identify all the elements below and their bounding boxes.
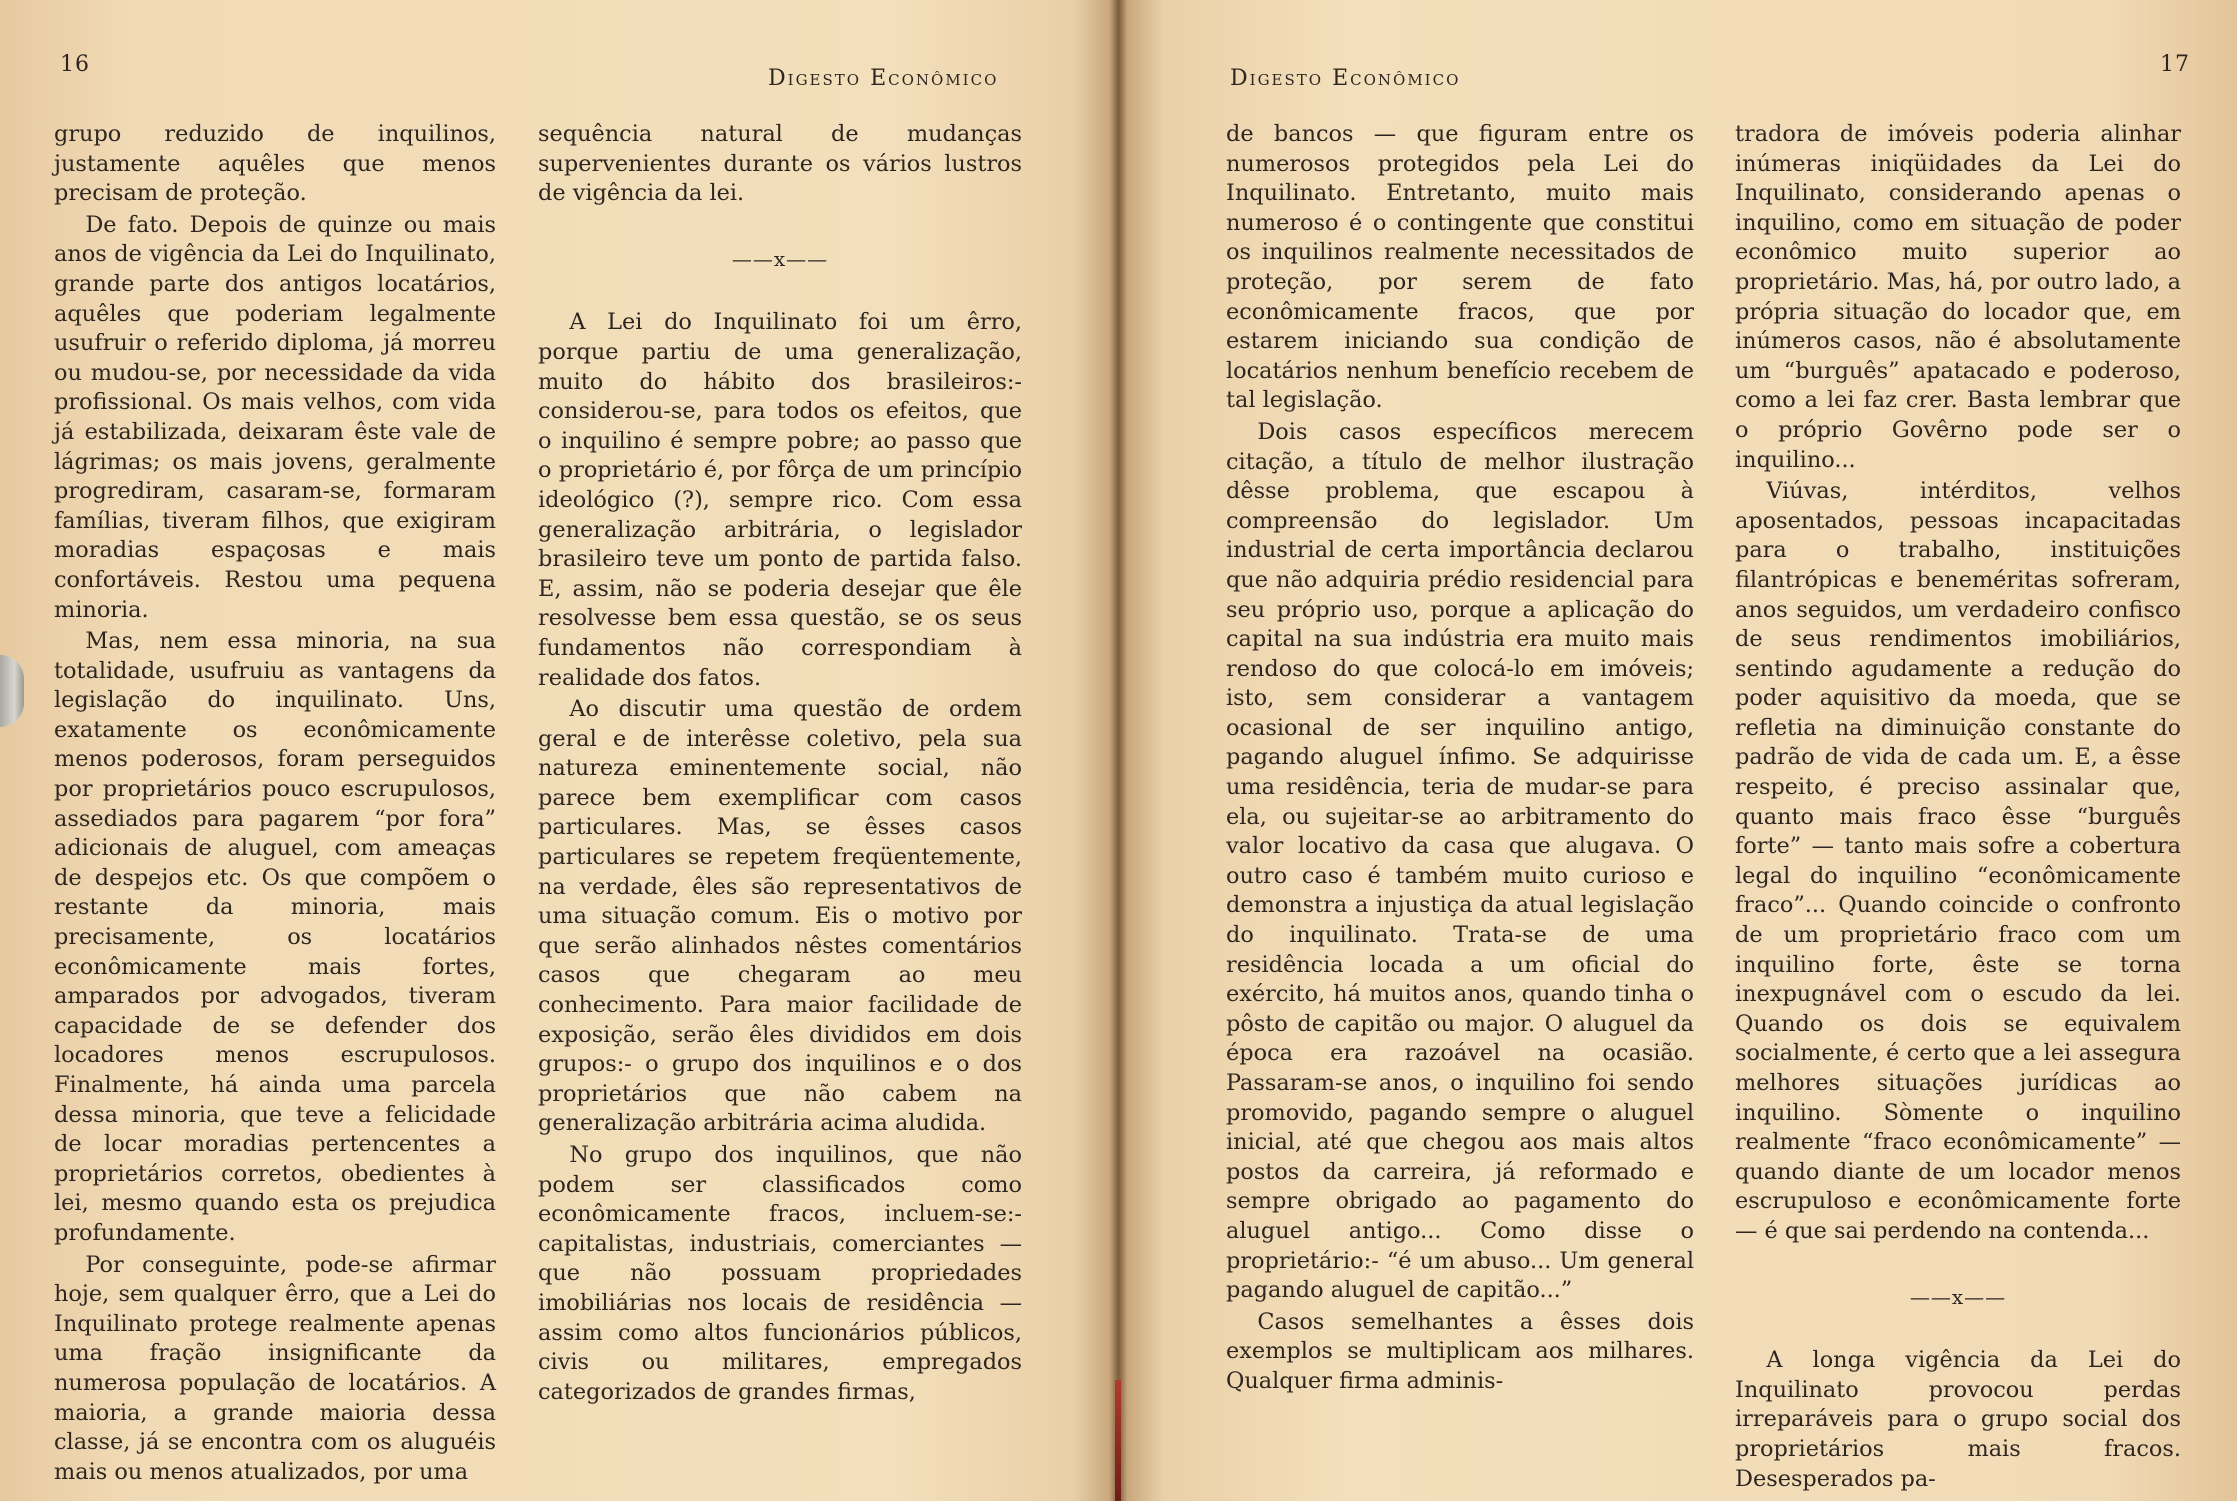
running-head-left: Digesto Econômico: [768, 66, 999, 91]
paragraph: Casos semelhantes a êsses dois exemplos se multiplicam aos milhares. Qualquer firma adminis-: [1226, 1308, 1694, 1394]
paragraph: Por conseguinte, pode-se afirmar hoje, sem qualquer êrro, que a Lei do Inquilinato protege realmente apenas uma fração insignificante da numerosa população de locatários. A maioria, a grande maioria dessa classe, já se encontra com os aluguéis mais ou menos atualizados, por uma: [54, 1251, 496, 1485]
left-page-column-1: [54, 120, 496, 1487]
page-number-left: 16: [60, 52, 90, 77]
binding-thread: [1115, 1380, 1121, 1501]
paragraph: A Lei do Inquilinato foi um êrro, porque partiu de uma generalização, muito do hábito dos brasileiros:- considerou-se, para todos os efeitos, que o inquilino é sempre pobre; ao passo que o proprietário é, por fôrça de um princípio ideológico (?), sempre rico. Com essa generalização arbitrária, o legislador brasileiro teve um ponto de partida falso. E, assim, não se poderia desejar que êle resolvesse bem essa questão, se os seus fundamentos não correspondiam à realidade dos fatos.: [538, 309, 1022, 691]
paragraph: de bancos — que figuram entre os numerosos protegidos pela Lei do Inquilinato. Entretanto, muito mais numeroso é o contingente que constitui os inquilinos realmente necessitados de proteção, por serem de fato econômicamente fracos, que por estarem iniciando sua condição de locatários nenhum benefício recebem de tal legislação.: [1226, 121, 1694, 414]
right-page-column-2: [1735, 120, 2181, 1494]
right-page: [1127, 0, 2237, 1501]
paragraph: tradora de imóveis poderia alinhar inúmeras iniqüidades da Lei do Inquilinato, considerando apenas o inquilino, como em situação de poder econômico muito superior ao proprietário. Mas, há, por outro lado, a própria situação do locador que, em inúmeros casos, não é absolutamente um “burguês” apatacado e poderoso, como a lei faz crer. Basta lembrar que o próprio Govêrno pode ser o inquilino...: [1735, 121, 2181, 473]
paragraph: Viúvas, intérditos, velhos aposentados, pessoas incapacitadas para o trabalho, instituições filantrópicas e beneméritas sofreram, anos seguidos, um verdadeiro confisco de seus rendimentos imobiliários, sentindo agudamente a redução do poder aquisitivo da moeda, que se refletia na diminuição constante do padrão de vida de cada um. E, a êsse respeito, é preciso assinalar que, quanto mais fraco êsse “burguês forte” — tanto mais sofre a cobertura legal do inquilino “econômicamente fraco”... Quando coincide o confronto de um proprietário fraco com um inquilino forte, êste se torna inexpugnável com o escudo da lei. Quando os dois se equivalem socialmente, é certo que a lei assegura melhores situações jurídicas ao inquilino. Sòmente o inquilino realmente “fraco econômicamente” — quando diante de um locador menos escrupuloso e econômicamente forte — é que sai perdendo na contenda...: [1735, 478, 2181, 1244]
running-head-right: Digesto Econômico: [1230, 66, 1461, 91]
page-number-right: 17: [2160, 52, 2190, 77]
paragraph: No grupo dos inquilinos, que não podem ser classificados como econômicamente fracos, incluem-se:- capitalistas, industriais, comerciantes — que não possuam propriedades imobiliárias nos locais de residência — assim como altos funcionários públicos, civis ou militares, empregados categorizados de grandes firmas,: [538, 1142, 1022, 1405]
left-page-column-2: [538, 120, 1022, 1407]
paragraph: De fato. Depois de quinze ou mais anos de vigência da Lei do Inquilinato, grande parte dos antigos locatários, aquêles que poderiam legalmente usufruir o referido diploma, já morreu ou mudou-se, por necessidade da vida profissional. Os mais velhos, com vida já estabilizada, deixaram êste vale de lágrimas; os mais jovens, geralmente progrediram, casaram-se, formaram famílias, tiveram filhos, que exigiram moradias espaçosas e mais confortáveis. Restou uma pequena minoria.: [54, 211, 496, 623]
left-page: [0, 0, 1110, 1501]
paragraph: sequência natural de mudanças supervenientes durante os vários lustros de vigência da lei.: [538, 121, 1022, 207]
section-separator: ——x——: [731, 246, 829, 271]
right-page-column-1: [1226, 120, 1694, 1397]
paragraph: grupo reduzido de inquilinos, justamente aquêles que menos precisam de proteção.: [54, 121, 496, 207]
paragraph: Dois casos específicos merecem citação, a título de melhor ilustração dêsse problema, que escapou à compreensão do legislador. Um industrial de certa importância declarou que não adquiria prédio residencial para seu próprio uso, porque a aplicação do capital na sua indústria era muito mais rendoso do que colocá-lo em imóveis; isto, sem considerar a vantagem ocasional de ser inquilino antigo, pagando aluguel ínfimo. Se adquirisse uma residência, teria de mudar-se para ela, ou sujeitar-se ao arbitramento do valor locativo da casa que alugava. O outro caso é também muito curioso e demonstra a injustiça da atual legislação do inquilinato. Trata-se de uma residência locada a um oficial do exército, há muitos anos, quando tinha o pôsto de capitão ou major. O aluguel da época era razoável na ocasião. Passaram-se anos, o inquilino foi sendo promovido, pagando sempre o aluguel inicial, até que chegou aos mais altos postos da carreira, já reformado e sempre obrigado ao pagamento do aluguel antigo... Como disse o proprietário:- “é um abuso... Um general pagando aluguel de capitão...”: [1226, 418, 1694, 1304]
paragraph: A longa vigência da Lei do Inquilinato provocou perdas irreparáveis para o grupo social dos proprietários mais fracos. Desesperados pa-: [1735, 1347, 2181, 1492]
paragraph: Mas, nem essa minoria, na sua totalidade, usufruiu as vantagens da legislação do inquilinato. Uns, exatamente os econômicamente menos poderosos, foram perseguidos por proprietários pouco escrupulosos, assediados para pagarem “por fora” adicionais de aluguel, com ameaças de despejos etc. Os que compõem o restante da minoria, mais precisamente, os locatários econômicamente mais fortes, amparados por advogados, tiveram capacidade de se defender dos locadores menos escrupulosos. Finalmente, há ainda uma parcela dessa minoria, que teve a felicidade de locar moradias pertencentes a proprietários corretos, obedientes à lei, mesmo quando esta os prejudica profundamente.: [54, 628, 496, 1246]
paragraph: Ao discutir uma questão de ordem geral e de interêsse coletivo, pela sua natureza eminentemente social, não parece bem exemplificar com casos particulares. Mas, se êsses casos particulares se repetem freqüentemente, na verdade, êles são representativos de uma situação comum. Eis o motivo por que serão alinhados nêstes comentários casos que chegaram ao meu conhecimento. Para maior facilidade de exposição, serão êles divididos em dois grupos:- o grupo dos inquilinos e o dos proprietários que não cabem na generalização arbitrária acima aludida.: [538, 696, 1022, 1137]
section-separator: ——x——: [1909, 1284, 2007, 1309]
